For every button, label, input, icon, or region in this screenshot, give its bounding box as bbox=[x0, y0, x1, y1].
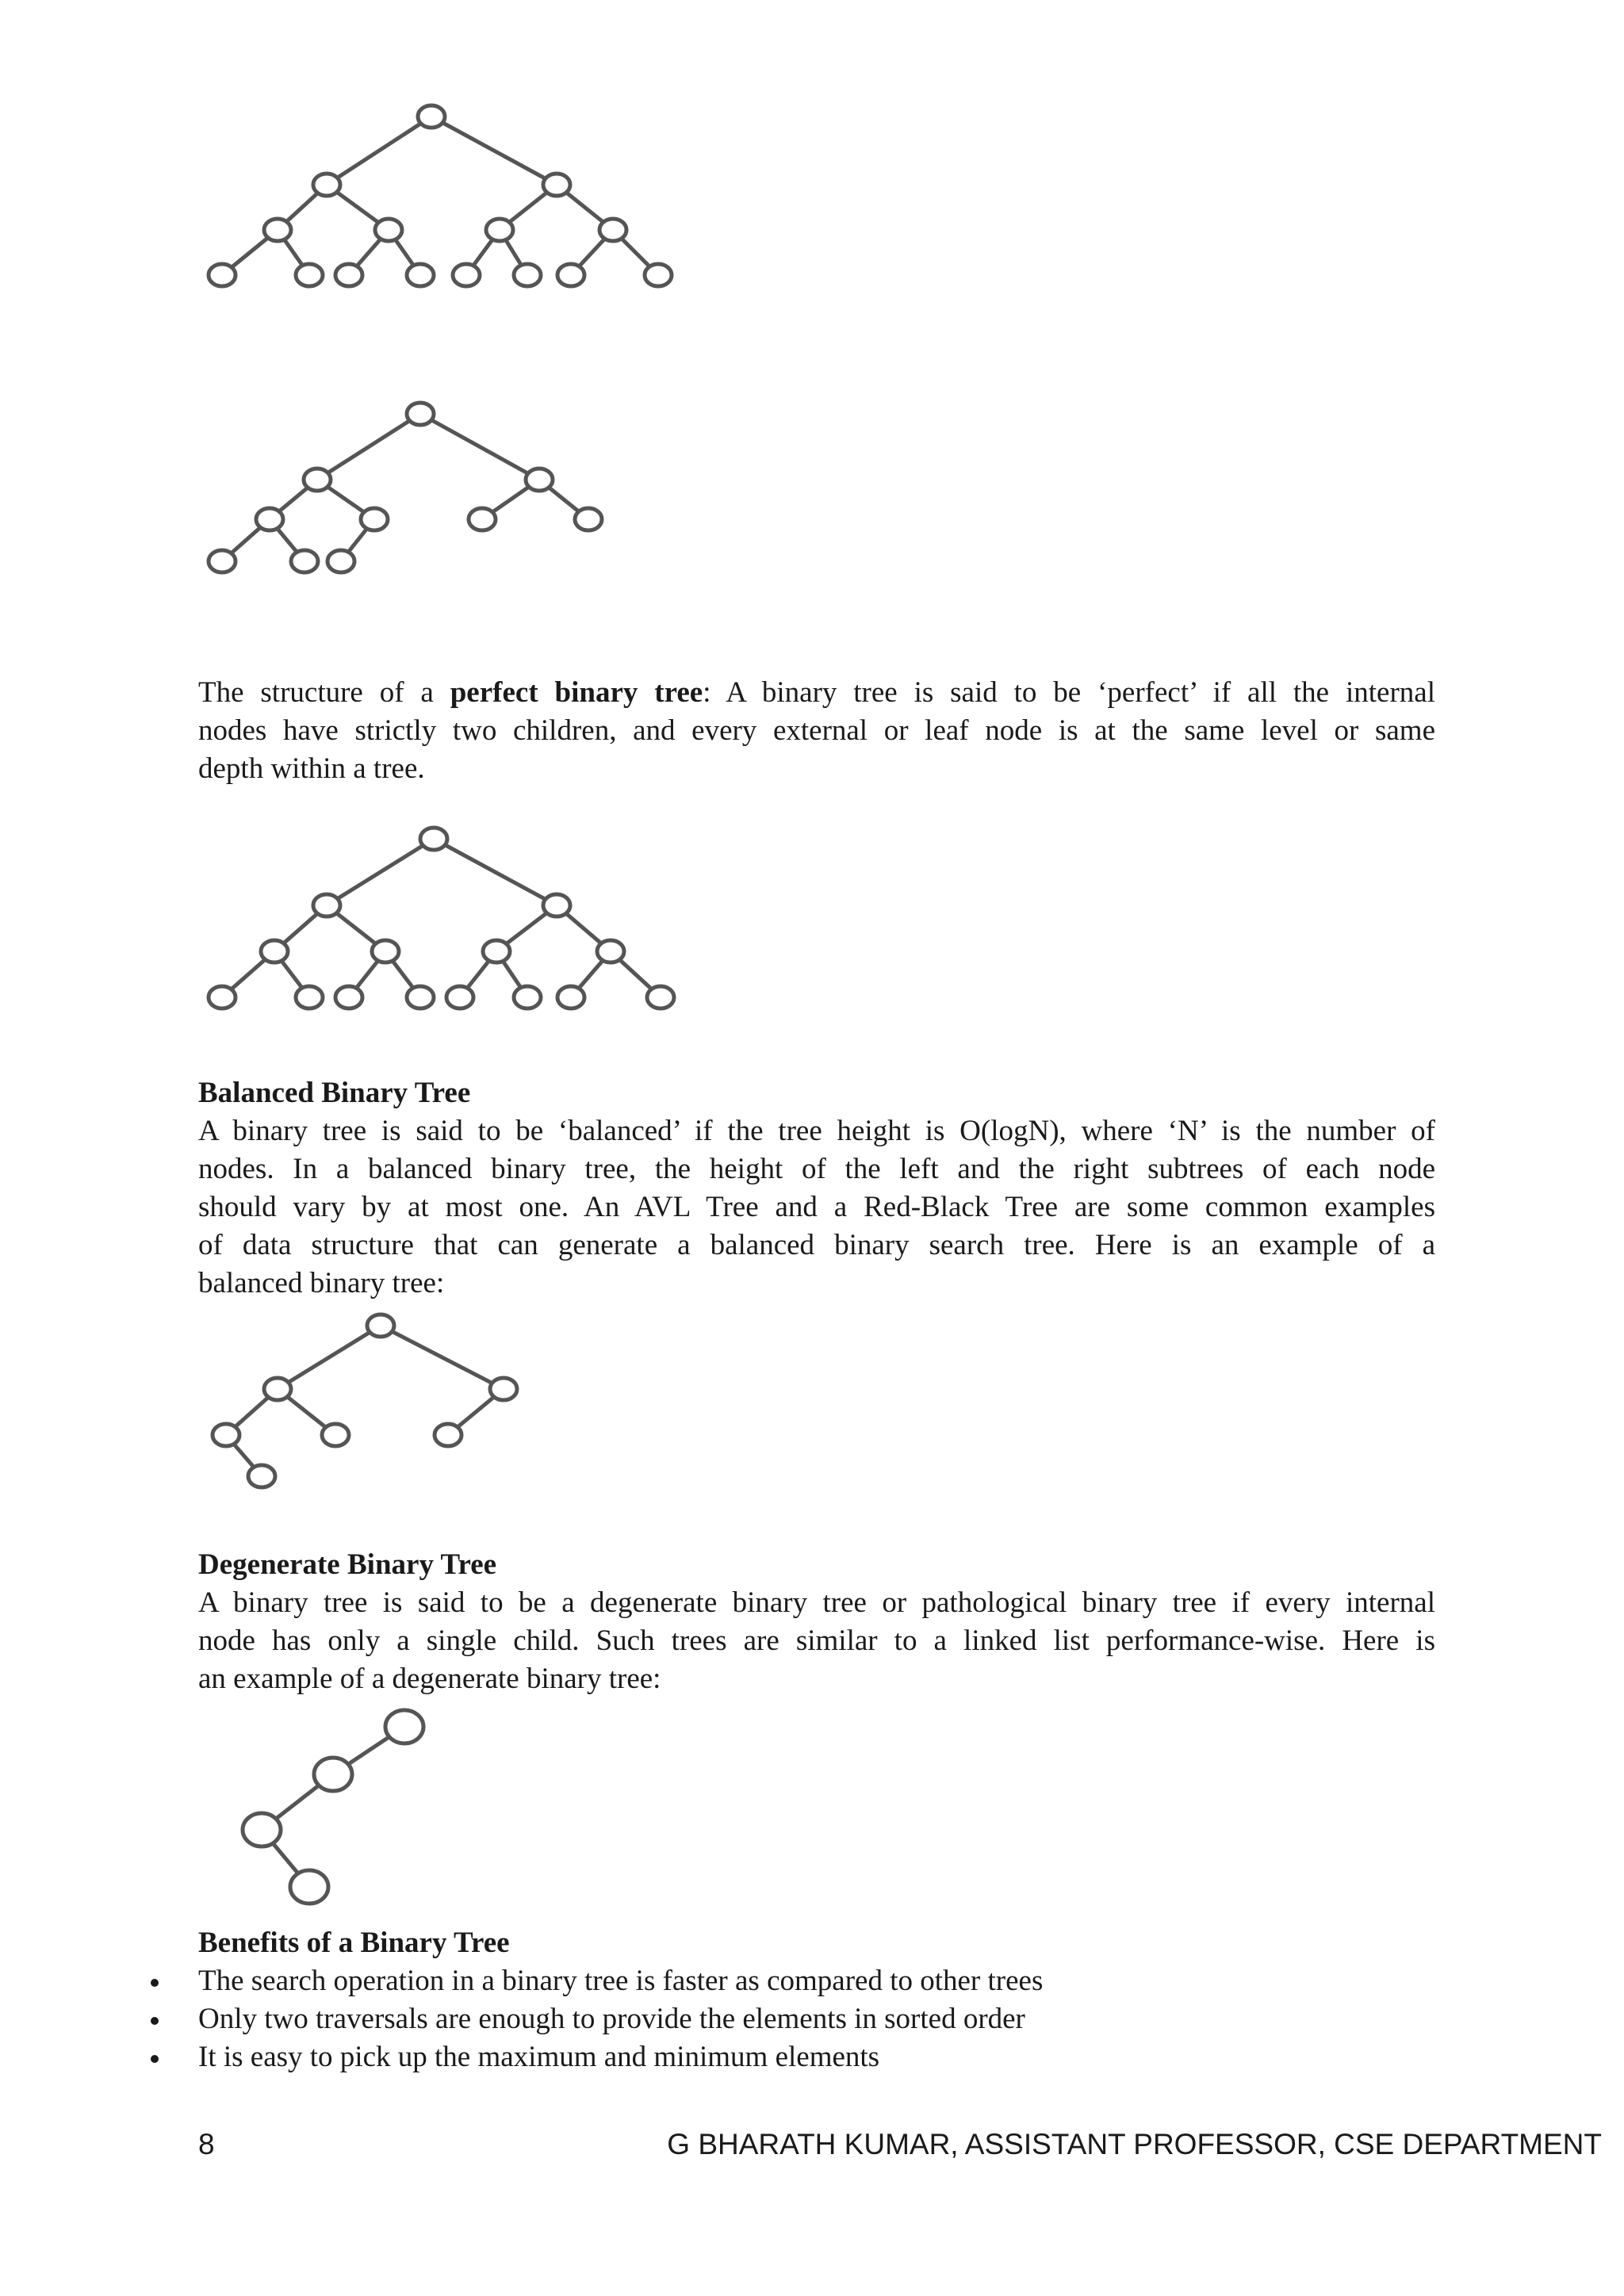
benefits-heading: Benefits of a Binary Tree bbox=[198, 1927, 510, 1959]
perfect-line-2: nodes have strictly two children, and every external or leaf node is at the same level or same bbox=[198, 714, 1435, 747]
benefit-text: The search operation in a binary tree is faster as compared to other trees bbox=[198, 1965, 1044, 1997]
balanced-binary-tree-diagram bbox=[198, 1300, 547, 1506]
balanced-line-2: nodes. In a balanced binary tree, the height of the left and the right subtrees of each node bbox=[198, 1153, 1435, 1185]
balanced-line-3: should vary by at most one. An AVL Tree and a Red-Black Tree are some common examples bbox=[198, 1191, 1435, 1223]
degenerate-heading: Degenerate Binary Tree bbox=[198, 1548, 497, 1581]
perfect-binary-tree-paragraph bbox=[198, 674, 1435, 788]
bullet-icon bbox=[151, 2017, 159, 2025]
balanced-paragraph bbox=[198, 1112, 1435, 1303]
benefits-list bbox=[143, 1962, 1043, 2076]
footer-author: G BHARATH KUMAR, ASSISTANT PROFESSOR, CSE DEPARTMENT bbox=[667, 2128, 1602, 2160]
page-number: 8 bbox=[198, 2128, 215, 2160]
bullet-icon bbox=[151, 1979, 159, 1987]
bullet-icon bbox=[151, 2055, 159, 2063]
perfect-term: perfect binary tree bbox=[450, 676, 703, 709]
list-item bbox=[143, 2038, 1043, 2076]
degenerate-paragraph bbox=[198, 1584, 1435, 1698]
list-item bbox=[143, 2000, 1043, 2038]
perfect-lead-text: The structure of a bbox=[198, 676, 450, 709]
complete-binary-tree-diagram bbox=[190, 388, 619, 579]
degenerate-line-2: node has only a single child. Such trees are similar to a linked list performance-wise. Here is bbox=[198, 1624, 1435, 1657]
benefit-text: Only two traversals are enough to provide the elements in sorted order bbox=[198, 2003, 1025, 2035]
perfect-binary-tree-diagram bbox=[190, 817, 698, 1023]
balanced-line-4: of data structure that can generate a balanced binary search tree. Here is an example of a bbox=[198, 1229, 1435, 1261]
degenerate-binary-tree-diagram bbox=[222, 1697, 452, 1927]
balanced-heading: Balanced Binary Tree bbox=[198, 1077, 471, 1109]
degenerate-line-3: an example of a degenerate binary tree: bbox=[198, 1663, 661, 1695]
degenerate-line-1: A binary tree is said to be a degenerate binary tree or pathological binary tree if every internal bbox=[198, 1586, 1435, 1619]
full-binary-tree-diagram bbox=[190, 91, 698, 297]
benefit-text: It is easy to pick up the maximum and minimum elements bbox=[198, 2041, 880, 2073]
perfect-line-3: depth within a tree. bbox=[198, 752, 425, 785]
list-item bbox=[143, 1962, 1043, 2000]
balanced-line-5: balanced binary tree: bbox=[198, 1267, 445, 1299]
perfect-line1-rest: : A binary tree is said to be ‘perfect’ if all the internal bbox=[703, 676, 1435, 709]
perfect-line-1 bbox=[198, 674, 1435, 712]
balanced-line-1: A binary tree is said to be ‘balanced’ if the tree height is O(logN), where ‘N’ is the number of bbox=[198, 1115, 1435, 1147]
